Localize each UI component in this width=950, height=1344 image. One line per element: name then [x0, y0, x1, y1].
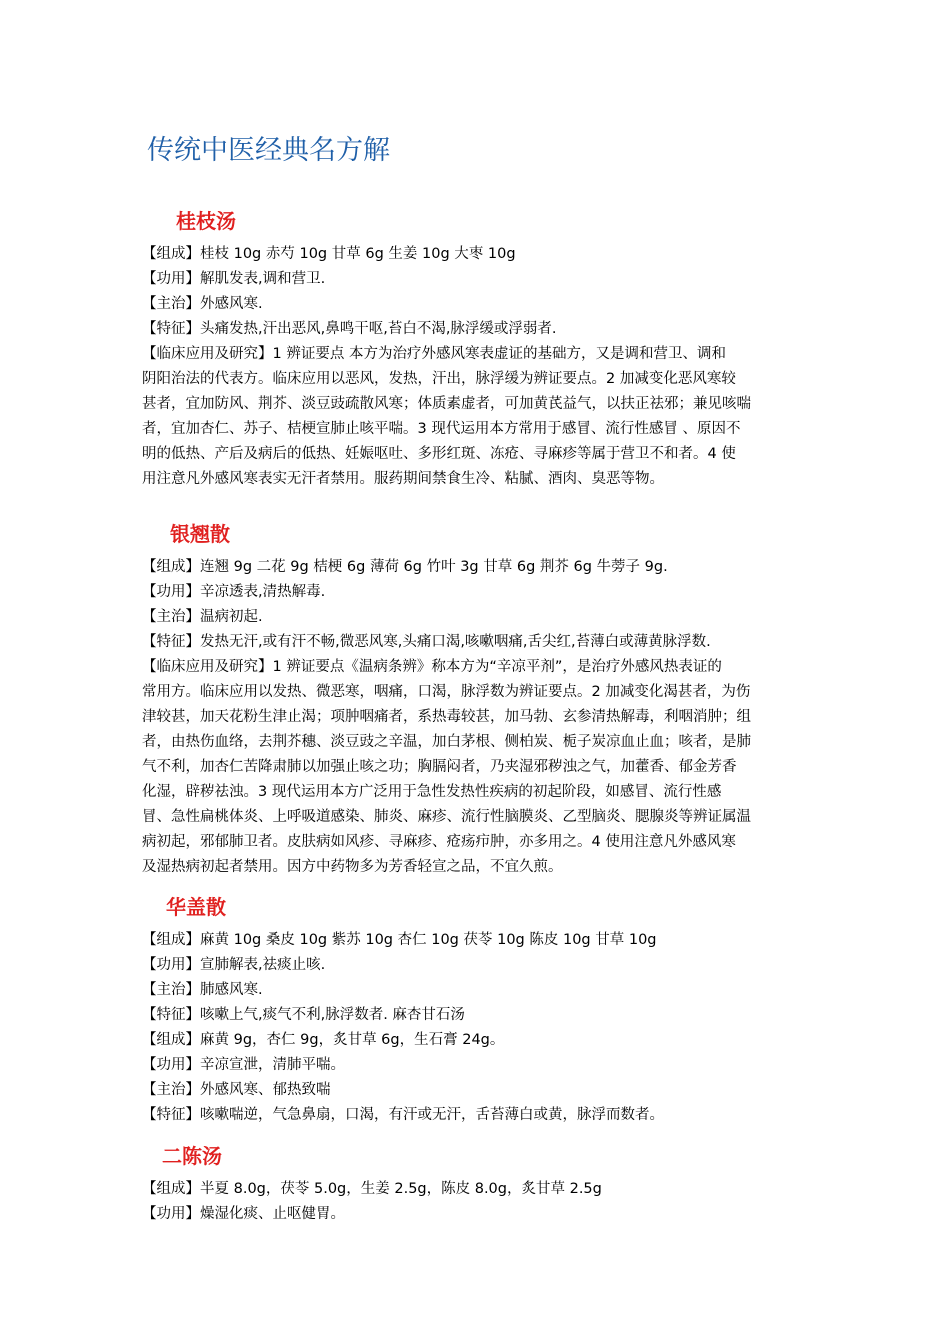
section-huagai-san [142, 894, 810, 1128]
paragraph-line: 病初起，邪郁肺卫者。皮肤病如风疹、寻麻疹、疮疡疖肿，亦多用之。4 使用注意凡外感风寒 [142, 834, 736, 850]
field-line: 【组成】桂枝 10g 赤芍 10g 甘草 6g 生姜 10g 大枣 10g [142, 246, 516, 262]
field-line: 【功用】解肌发表,调和营卫. [142, 271, 326, 287]
field-line: 【功用】宣肺解表,祛痰止咳. [142, 957, 326, 973]
paragraph-line: 甚者，宜加防风、荆芥、淡豆豉疏散风寒；体质素虚者，可加黄芪益气，以扶正祛邪；兼见咳喘 [142, 396, 751, 412]
clinical-paragraph [142, 655, 810, 880]
field-line: 【主治】温病初起. [142, 609, 263, 625]
field-line: 【功用】辛凉透表,清热解毒. [142, 584, 326, 600]
paragraph-line: 化湿，辟秽祛浊。3 现代运用本方广泛用于急性发热性疾病的初起阶段，如感冒、流行性感 [142, 784, 722, 800]
paragraph-line: 用注意凡外感风寒表实无汗者禁用。服药期间禁食生冷、粘腻、酒肉、臭恶等物。 [142, 471, 664, 487]
field-line: 【功用】辛凉宣泄，清肺平喘。 [142, 1057, 345, 1073]
field-line: 【主治】肺感风寒. [142, 982, 263, 998]
field-line: 【功用】燥湿化痰、止呕健胃。 [142, 1206, 345, 1222]
field-line: 【特征】头痛发热,汗出恶风,鼻鸣干呕,苔白不渴,脉浮缓或浮弱者. [142, 321, 557, 337]
field-line: 【主治】外感风寒、郁热致喘 [142, 1082, 331, 1098]
field-line: 【组成】麻黄 9g，杏仁 9g，炙甘草 6g，生石膏 24g。 [142, 1032, 505, 1048]
clinical-paragraph [142, 342, 810, 492]
field-line: 【组成】麻黄 10g 桑皮 10g 紫苏 10g 杏仁 10g 茯苓 10g 陈皮 10g 甘草 10g [142, 932, 657, 948]
paragraph-line: 阴阳治法的代表方。临床应用以恶风，发热，汗出，脉浮缓为辨证要点。2 加减变化恶风寒较 [142, 371, 736, 387]
paragraph-line: 气不利，加杏仁苦降肃肺以加强止咳之功；胸膈闷者，乃夹湿邪秽浊之气，加藿香、郁金芳香 [142, 759, 737, 775]
paragraph-line: 常用方。临床应用以发热、微恶寒，咽痛，口渴，脉浮数为辨证要点。2 加减变化渴甚者，为伤 [142, 684, 751, 700]
section-guizhi-tang [142, 208, 810, 492]
field-line: 【特征】发热无汗,或有汗不畅,微恶风寒,头痛口渴,咳嗽咽痛,舌尖红,苔薄白或薄黄脉浮数. [142, 634, 711, 650]
field-line: 【主治】外感风寒. [142, 296, 263, 312]
paragraph-line: 及湿热病初起者禁用。因方中药物多为芳香轻宣之品，不宜久煎。 [142, 859, 563, 875]
section-heading: 银翘散 [170, 522, 230, 546]
paragraph-line: 者，宜加杏仁、苏子、桔梗宣肺止咳平喘。3 现代运用本方常用于感冒、流行性感冒 、原因不 [142, 421, 741, 437]
field-line: 【组成】半夏 8.0g，茯苓 5.0g，生姜 2.5g，陈皮 8.0g，炙甘草 2.5g [142, 1181, 602, 1197]
field-line: 【特征】咳嗽上气,痰气不利,脉浮数者. 麻杏甘石汤 [142, 1007, 465, 1023]
paragraph-line: 者，由热伤血络，去荆芥穗、淡豆豉之辛温，加白茅根、侧柏炭、栀子炭凉血止血；咳者，是肺 [142, 734, 751, 750]
paragraph-line: 冒、急性扁桃体炎、上呼吸道感染、肺炎、麻疹、流行性脑膜炎、乙型脑炎、腮腺炎等辨证属温 [142, 809, 751, 825]
paragraph-line: 明的低热、产后及病后的低热、妊娠呕吐、多形红斑、冻疮、寻麻疹等属于营卫不和者。4 使 [142, 446, 736, 462]
document-title: 传统中医经典名方解 [147, 135, 390, 166]
paragraph-line: 【临床应用及研究】1 辨证要点 本方为治疗外感风寒表虚证的基础方，又是调和营卫、调和 [142, 346, 726, 362]
paragraph-line: 【临床应用及研究】1 辨证要点《温病条辨》称本方为“辛凉平剂”，是治疗外感风热表证的 [142, 659, 722, 675]
section-heading: 华盖散 [166, 895, 226, 919]
field-line: 【特征】咳嗽喘逆，气急鼻扇，口渴，有汗或无汗，舌苔薄白或黄，脉浮而数者。 [142, 1107, 664, 1123]
section-heading: 二陈汤 [162, 1144, 222, 1168]
section-yinqiao-san [142, 521, 810, 880]
section-erchen-tang [142, 1143, 810, 1227]
field-line: 【组成】连翘 9g 二花 9g 桔梗 6g 薄荷 6g 竹叶 3g 甘草 6g 荆芥 6g 牛蒡子 9g. [142, 559, 668, 575]
section-heading: 桂枝汤 [176, 209, 236, 233]
paragraph-line: 津较甚，加天花粉生津止渴；项肿咽痛者，系热毒较甚，加马勃、玄参清热解毒，利咽消肿；组 [142, 709, 751, 725]
